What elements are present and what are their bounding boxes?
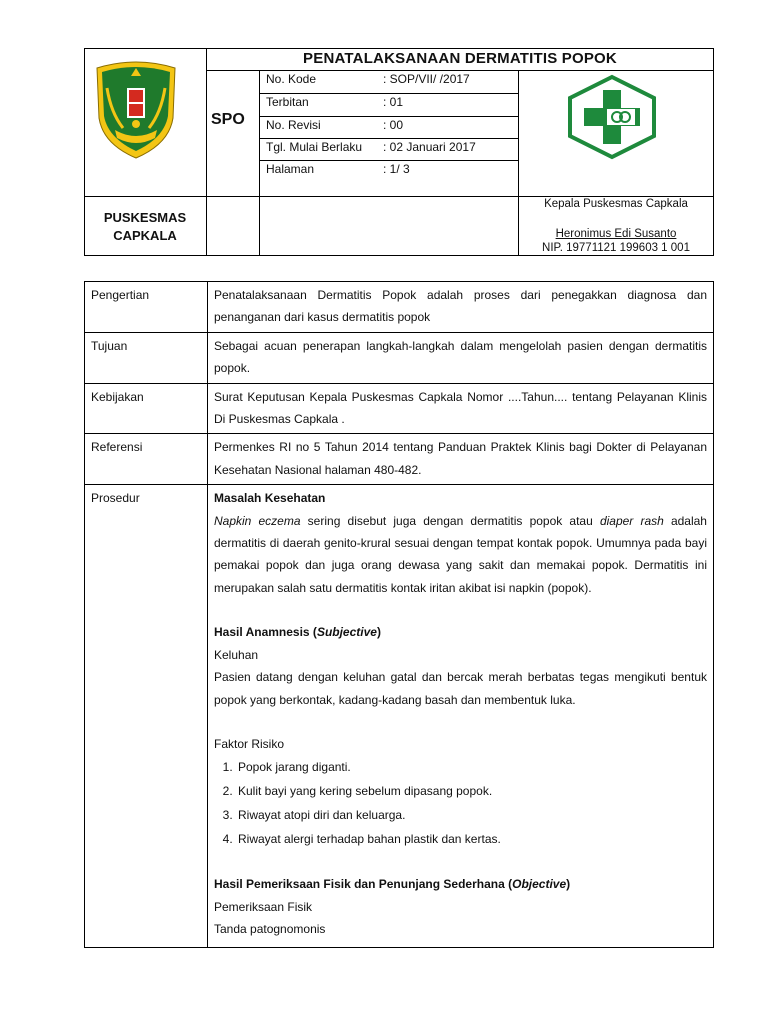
keluhan-label: Keluhan — [214, 647, 259, 662]
kepala-name: Heronimus Edi Susanto — [555, 228, 677, 240]
regency-emblem-icon — [93, 58, 179, 160]
row-label: Pengertian — [85, 282, 208, 333]
pemeriksaan-heading-italic: Objective — [512, 877, 567, 892]
keluhan-text: Pasien datang dengan keluhan gatal dan bercak merah berbatas tegas mengikuti bentuk popok yang berkontak, kadang-kadang basah dan membentuk luka. — [214, 670, 707, 707]
row-label: Tujuan — [85, 332, 208, 383]
anamnesis-heading — [214, 621, 707, 643]
anamnesis-heading-italic: Subjective — [316, 625, 377, 640]
row-prosedur — [85, 485, 714, 947]
puskesmas-line1: PUSKESMAS — [103, 210, 187, 225]
faktor-label: Faktor Risiko — [214, 736, 285, 751]
field-label-revisi: No. Revisi — [266, 118, 321, 132]
faktor-list — [214, 755, 707, 851]
prosedur-content — [208, 485, 714, 947]
pemeriksaan-heading — [214, 873, 707, 895]
row-label: Referensi — [85, 434, 208, 485]
puskesmas-cross-logo-icon — [566, 74, 658, 160]
anamnesis-heading-end: ) — [376, 625, 381, 640]
list-item: 1. Popok jarang diganti. — [236, 755, 707, 779]
kepala-title: Kepala Puskesmas Capkala — [544, 198, 688, 210]
kepala-nip: NIP. 19771121 199603 1 001 — [542, 242, 690, 254]
field-label-terbitan: Terbitan — [266, 95, 309, 109]
field-label-halaman: Halaman — [266, 162, 315, 176]
field-value-kode: : SOP/VII/ /2017 — [383, 72, 470, 86]
row-tujuan — [85, 332, 714, 383]
field-value-tgl: : 02 Januari 2017 — [383, 140, 476, 154]
row-text: Sebagai acuan penerapan langkah-langkah dalam mengelolah pasien dengan dermatitis popok. — [208, 332, 714, 383]
divider — [259, 160, 518, 161]
field-label-tgl: Tgl. Mulai Berlaku — [266, 140, 363, 154]
divider — [206, 70, 714, 71]
row-text: Penatalaksanaan Dermatitis Popok adalah proses dari penegakkan diagnosa dan penanganan dari kasus dermatitis popok — [208, 282, 714, 333]
row-kebijakan — [85, 383, 714, 434]
row-label: Kebijakan — [85, 383, 208, 434]
spo-label: SPO — [211, 111, 245, 128]
divider — [206, 48, 207, 256]
row-label: Prosedur — [85, 485, 208, 947]
masalah-paragraph — [214, 510, 707, 600]
list-item: 2. Kulit bayi yang kering sebelum dipasang popok. — [236, 779, 707, 803]
tanda-patognomonis: Tanda patognomonis — [214, 922, 326, 937]
field-value-revisi: : 00 — [383, 118, 404, 132]
pemeriksaan-heading-text: Hasil Pemeriksaan Fisik dan Penunjang Sederhana ( — [214, 877, 513, 892]
term-napkin-eczema: Napkin eczema — [214, 513, 301, 528]
field-value-terbitan: : 01 — [383, 95, 404, 109]
row-referensi — [85, 434, 714, 485]
divider — [259, 116, 518, 117]
masalah-heading: Masalah Kesehatan — [214, 491, 326, 506]
procedure-table — [84, 281, 714, 948]
divider — [259, 138, 518, 139]
masalah-text-2: adalah dermatitis di daerah genito-krural sesuai dengan tempat kontak popok. Umumnya pada bayi pemakai popok dan juga orang dewasa yang sakit dan memakai popok. Dermatitis ini merupakan salah satu dermatitis kontak iritan akibat isi napkin (popok). — [214, 513, 707, 595]
row-text: Surat Keputusan Kepala Puskesmas Capkala Nomor ....Tahun.... tentang Pelayanan Klinis Di Puskesmas Capkala . — [208, 383, 714, 434]
field-label-kode: No. Kode — [266, 72, 317, 86]
list-item: 4. Riwayat alergi terhadap bahan plastik dan kertas. — [236, 827, 707, 851]
divider — [259, 70, 260, 256]
pemeriksaan-fisik: Pemeriksaan Fisik — [214, 899, 313, 914]
masalah-text-1: sering disebut juga dengan dermatitis popok atau — [300, 513, 600, 528]
anamnesis-heading-text: Hasil Anamnesis ( — [214, 625, 317, 640]
pemeriksaan-heading-end: ) — [566, 877, 571, 892]
puskesmas-line2: CAPKALA — [113, 228, 177, 243]
row-pengertian — [85, 282, 714, 333]
list-item: 3. Riwayat atopi diri dan keluarga. — [236, 803, 707, 827]
row-text: Permenkes RI no 5 Tahun 2014 tentang Panduan Praktek Klinis bagi Dokter di Pelayanan Kesehatan Nasional halaman 480-482. — [208, 434, 714, 485]
document-title: PENATALAKSANAAN DERMATITIS POPOK — [303, 50, 617, 67]
term-diaper-rash: diaper rash — [599, 513, 664, 528]
divider — [259, 93, 518, 94]
field-value-halaman: : 1/ 3 — [383, 162, 410, 176]
